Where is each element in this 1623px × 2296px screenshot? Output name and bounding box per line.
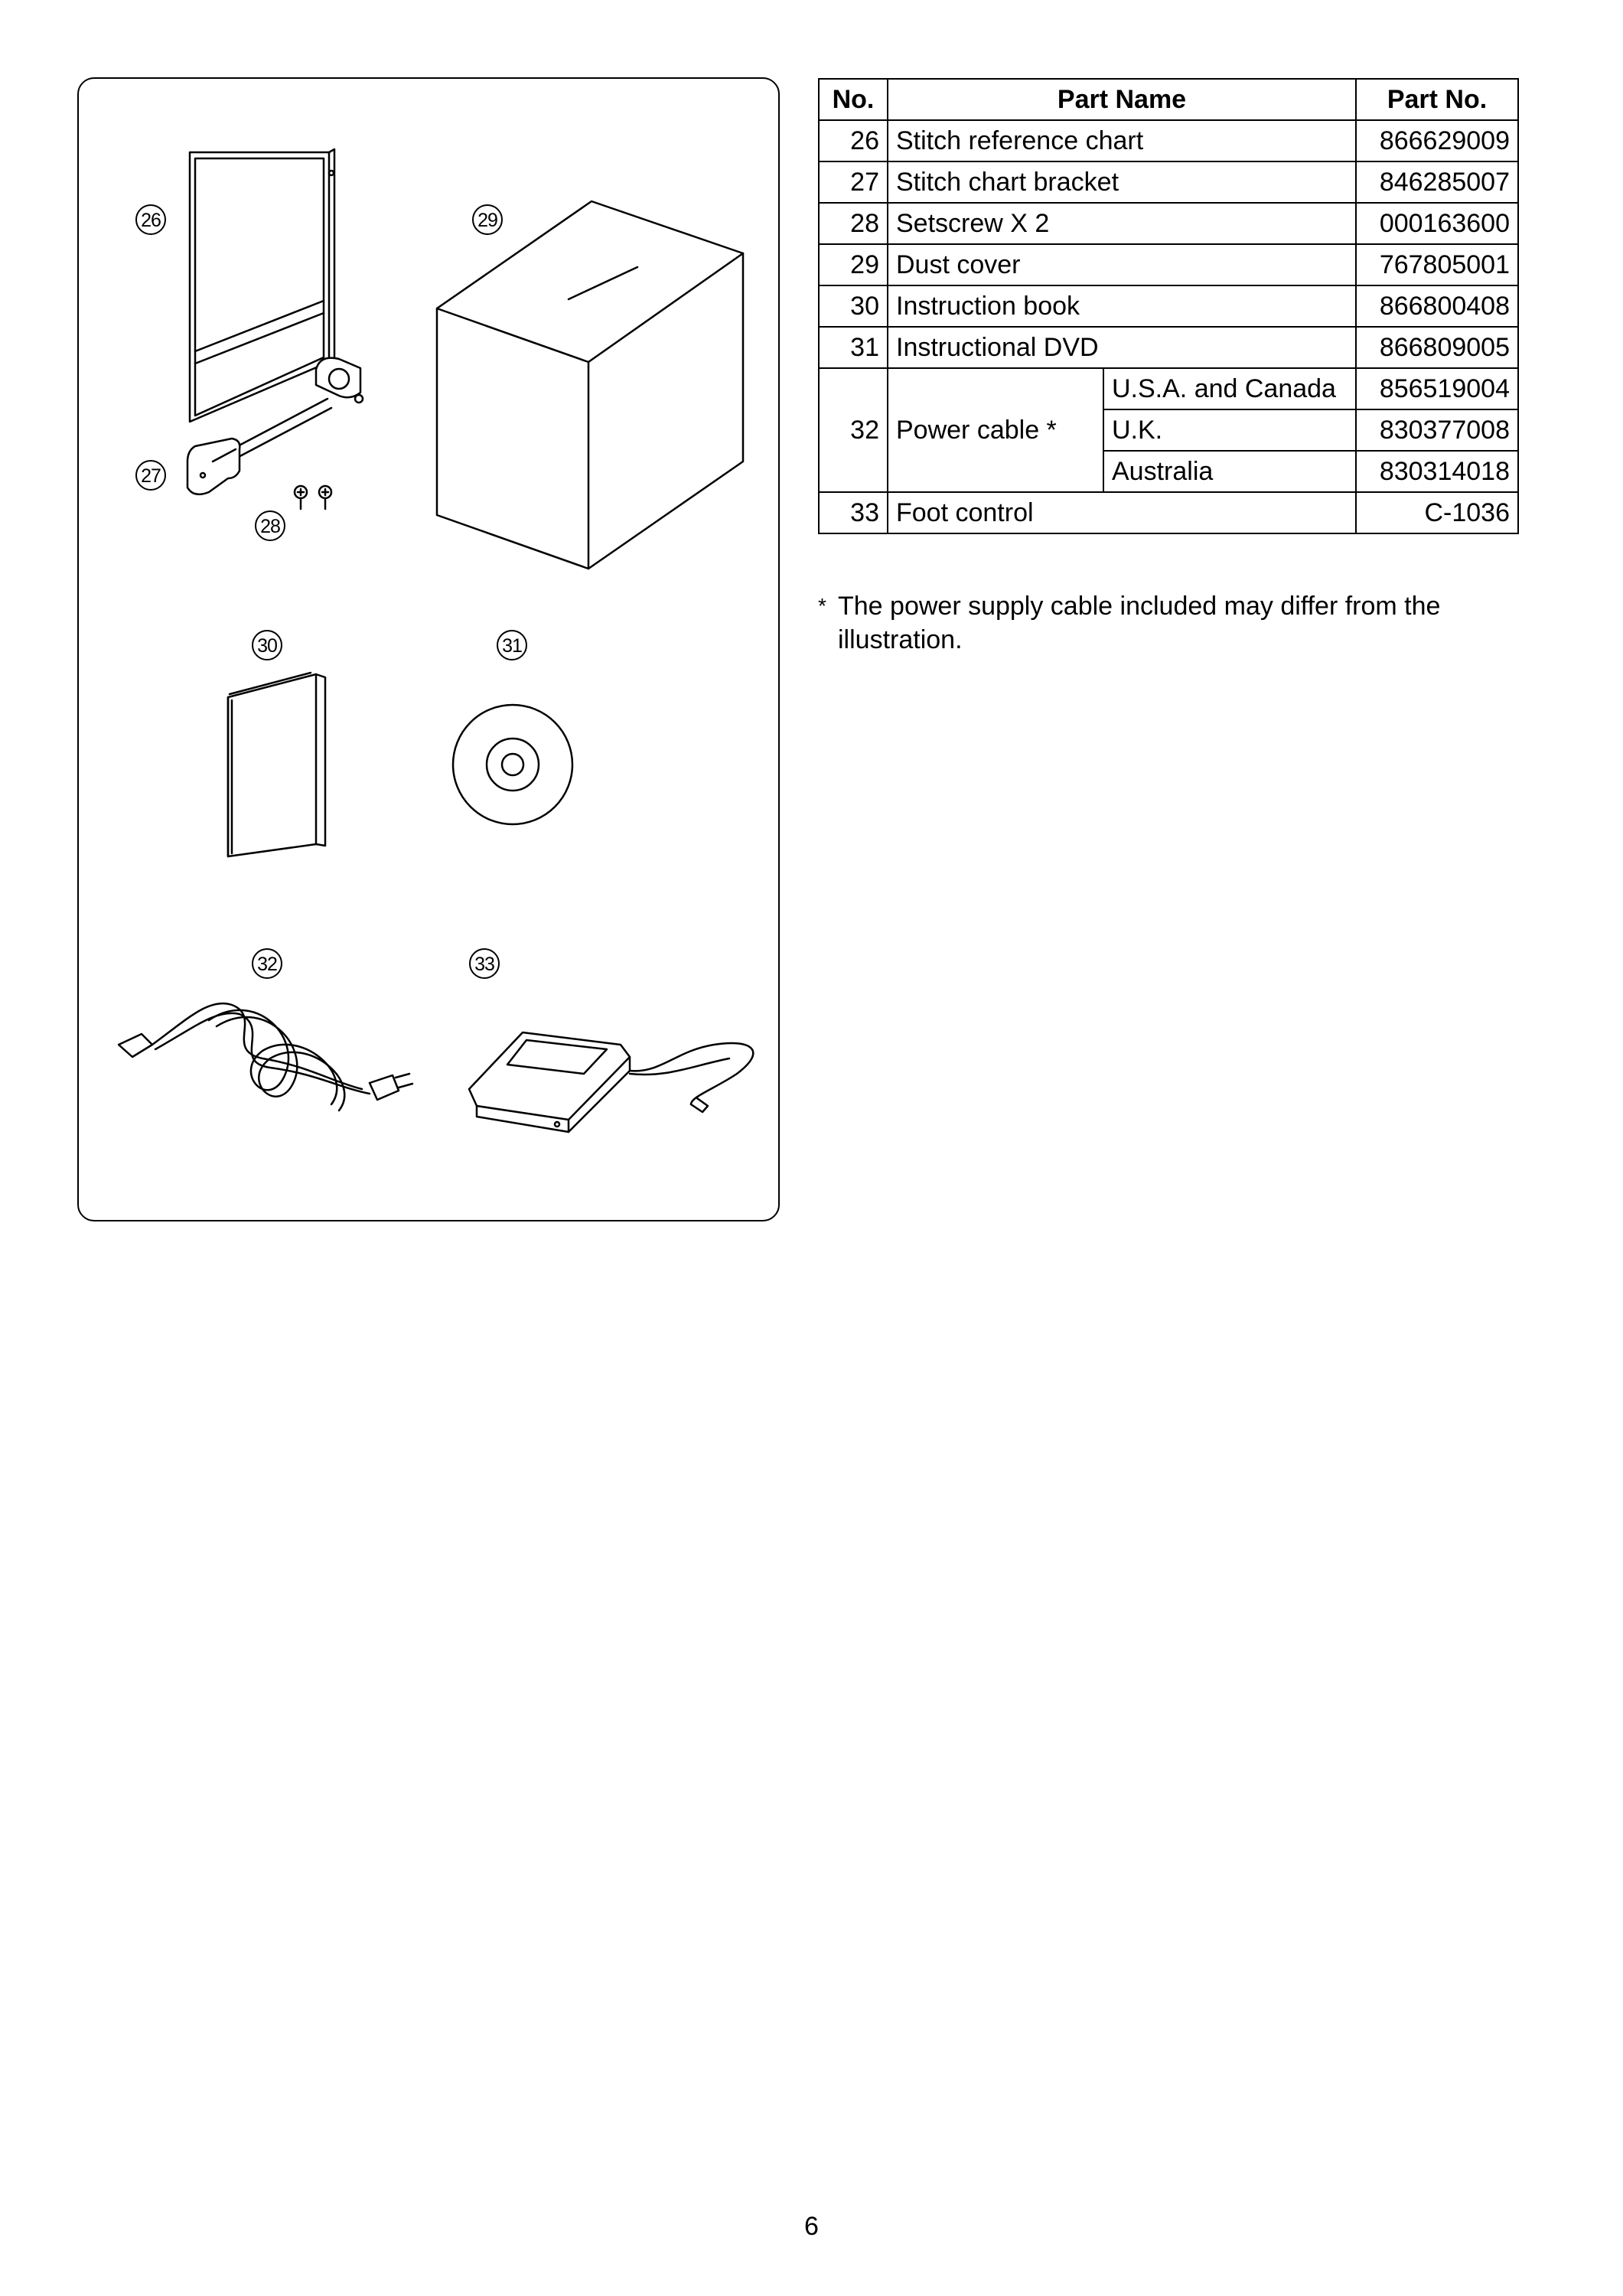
row-part-name: Instructional DVD	[888, 327, 1356, 368]
row-part-name: Power cable *	[888, 368, 1103, 492]
row-no: 31	[819, 327, 888, 368]
row-region: Australia	[1103, 451, 1356, 492]
table-row	[819, 244, 1518, 285]
callout-31: 31	[497, 630, 527, 660]
row-part-name: Dust cover	[888, 244, 1356, 285]
power-cable-drawing	[119, 1003, 412, 1110]
table-row	[819, 161, 1518, 203]
dust-cover-drawing	[437, 201, 743, 569]
row-part-name: Stitch chart bracket	[888, 161, 1356, 203]
foot-control-drawing	[469, 1032, 753, 1132]
row-no: 28	[819, 203, 888, 244]
illustration-panel	[77, 77, 780, 1221]
row-part-name: Stitch reference chart	[888, 120, 1356, 161]
table-row	[819, 120, 1518, 161]
row-part-no: C-1036	[1356, 492, 1518, 533]
callout-29: 29	[472, 204, 503, 235]
callout-26: 26	[135, 204, 166, 235]
footnote-text: The power supply cable included may differ from the illustration.	[838, 592, 1441, 654]
row-part-no: 866809005	[1356, 327, 1518, 368]
callout-33: 33	[469, 948, 500, 979]
row-part-no: 830314018	[1356, 451, 1518, 492]
parts-table	[818, 78, 1519, 534]
stitch-reference-chart-drawing	[190, 149, 334, 422]
callout-30: 30	[252, 630, 282, 660]
accessories-illustration	[79, 79, 781, 1223]
row-region: U.S.A. and Canada	[1103, 368, 1356, 409]
callout-32: 32	[252, 948, 282, 979]
dvd-drawing	[453, 705, 572, 824]
row-no: 30	[819, 285, 888, 327]
instruction-book-drawing	[228, 673, 325, 856]
table-row-power-cable	[819, 368, 1518, 409]
setscrew-drawing	[295, 486, 331, 509]
row-no: 29	[819, 244, 888, 285]
row-part-no: 767805001	[1356, 244, 1518, 285]
header-part-name: Part Name	[888, 79, 1356, 120]
row-region: U.K.	[1103, 409, 1356, 451]
table-row	[819, 285, 1518, 327]
header-part-no: Part No.	[1356, 79, 1518, 120]
table-row	[819, 492, 1518, 533]
row-part-no: 866629009	[1356, 120, 1518, 161]
row-part-no: 000163600	[1356, 203, 1518, 244]
row-part-no: 830377008	[1356, 409, 1518, 451]
row-no: 33	[819, 492, 888, 533]
row-part-no: 866800408	[1356, 285, 1518, 327]
row-no: 26	[819, 120, 888, 161]
row-part-name: Foot control	[888, 492, 1356, 533]
callout-28: 28	[255, 510, 285, 541]
row-part-no: 846285007	[1356, 161, 1518, 203]
row-no: 32	[819, 368, 888, 492]
row-part-name: Setscrew X 2	[888, 203, 1356, 244]
header-no: No.	[819, 79, 888, 120]
table-row	[819, 327, 1518, 368]
table-header-row	[819, 79, 1518, 120]
footnote-marker: *	[818, 594, 826, 618]
table-row	[819, 203, 1518, 244]
footnote	[818, 589, 1519, 657]
row-no: 27	[819, 161, 888, 203]
row-part-no: 856519004	[1356, 368, 1518, 409]
page-number: 6	[804, 2212, 819, 2241]
callout-27: 27	[135, 460, 166, 491]
row-part-name: Instruction book	[888, 285, 1356, 327]
